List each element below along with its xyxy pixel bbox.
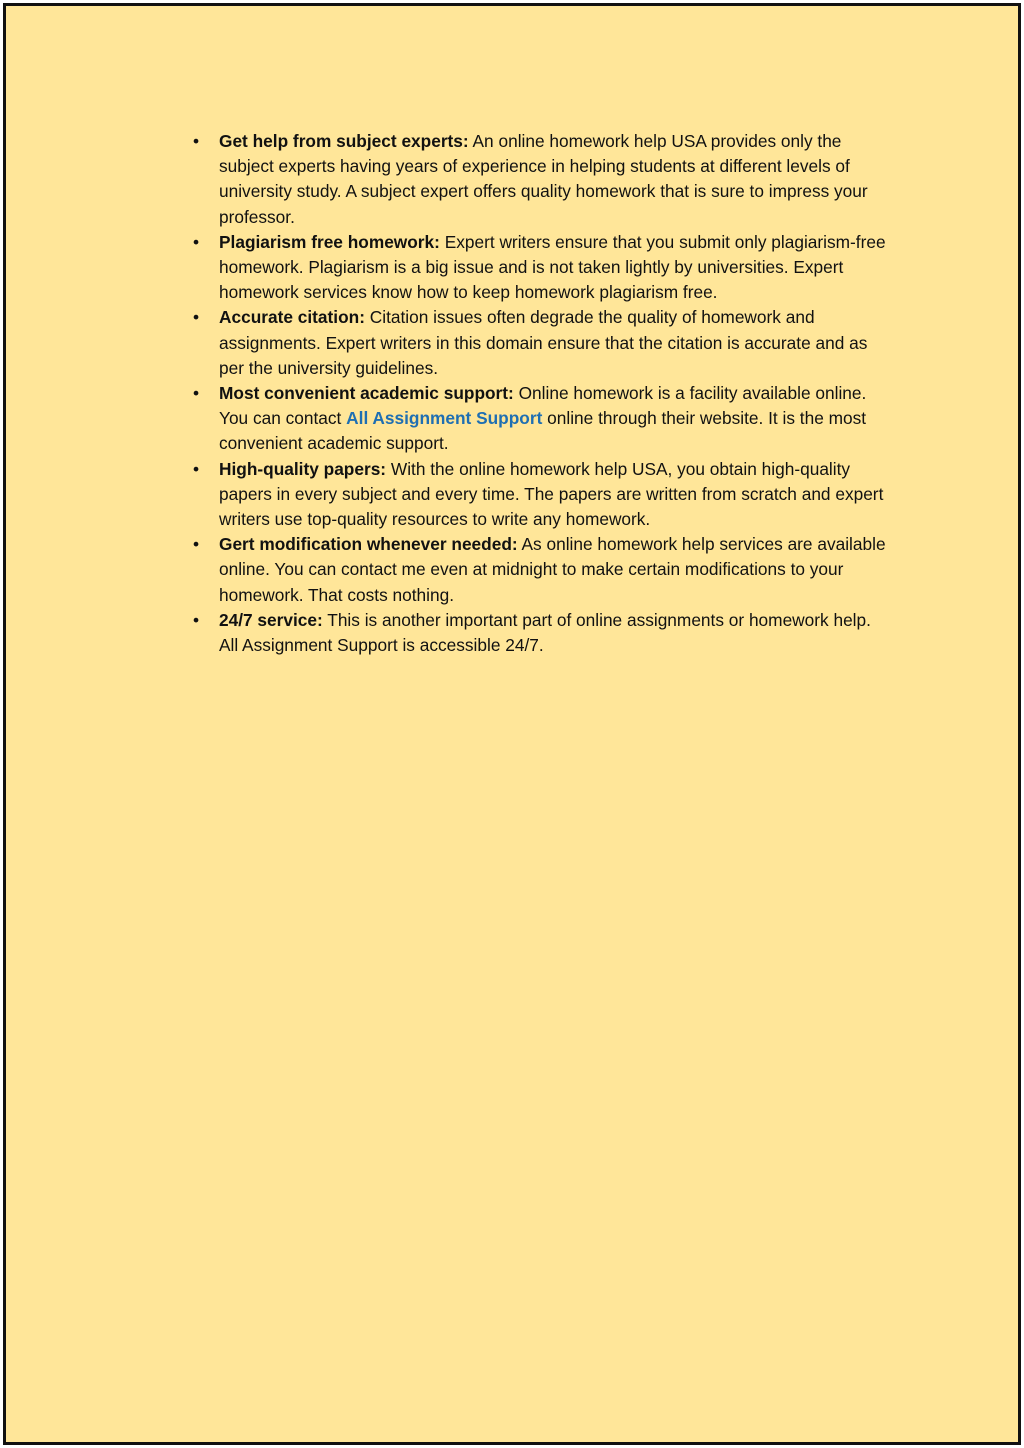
list-item-term: Get help from subject experts: bbox=[219, 131, 469, 151]
list-item-text: An online homework help USA provides only the subject experts having years of experience in helping students at different levels of university study. A subject expert offers quality homework that is sure to impress your professor. bbox=[219, 131, 868, 227]
list-item-text: With the online homework help USA, you obtain high-quality papers in every subject and every time. The papers are written from scratch and expert writers use top-quality resources to write any homework. bbox=[219, 458, 884, 530]
list-item-text: Expert writers ensure that you submit only plagiarism-free homework. Plagiarism is a big issue and is not taken lightly by universities. Expert homework services know how to keep homework plagiarism free. bbox=[219, 231, 886, 303]
list-item-plagiarism-free bbox=[186, 230, 886, 306]
bullet-icon: • bbox=[192, 231, 200, 252]
document-content bbox=[186, 129, 886, 658]
list-item-text: As online homework help services are available online. You can contact me even at midnight to make certain modifications to your homework. That costs nothing. bbox=[219, 534, 886, 605]
list-item-subject-experts bbox=[186, 129, 886, 230]
bullet-icon: • bbox=[192, 131, 200, 151]
bullet-list bbox=[186, 129, 886, 658]
document-page bbox=[3, 3, 1021, 1445]
list-item-high-quality-papers bbox=[186, 457, 886, 533]
list-item-term: Accurate citation: bbox=[219, 307, 365, 328]
list-item-text: Online homework is a facility available online. You can contact bbox=[219, 383, 867, 429]
bullet-icon: • bbox=[192, 458, 200, 479]
list-item-text: This is another important part of online assignments or homework help. All Assignment Support is accessible 24/7. bbox=[219, 609, 871, 656]
list-item-text: Citation issues often degrade the quality of homework and assignments. Expert writers in this domain ensure that the citation is accurate and as per the university guidelines. bbox=[219, 307, 868, 378]
list-item-modification bbox=[186, 532, 886, 608]
list-item-term: Plagiarism free homework: bbox=[219, 231, 440, 252]
list-item-24-7-service bbox=[186, 608, 886, 658]
list-item-convenient-support bbox=[186, 381, 886, 457]
bullet-icon: • bbox=[192, 534, 200, 555]
list-item-text: online through their website. It is the most convenient academic support. bbox=[219, 408, 867, 454]
bullet-icon: • bbox=[192, 383, 200, 404]
all-assignment-support-link[interactable]: All Assignment Support bbox=[346, 408, 543, 429]
bullet-icon: • bbox=[192, 609, 200, 630]
list-item-term: Gert modification whenever needed: bbox=[219, 534, 518, 555]
list-item-term: Most convenient academic support: bbox=[219, 383, 514, 404]
list-item-term: High-quality papers: bbox=[219, 458, 387, 479]
bullet-icon: • bbox=[192, 307, 200, 328]
list-item-accurate-citation bbox=[186, 305, 886, 381]
list-item-term: 24/7 service: bbox=[219, 609, 323, 630]
